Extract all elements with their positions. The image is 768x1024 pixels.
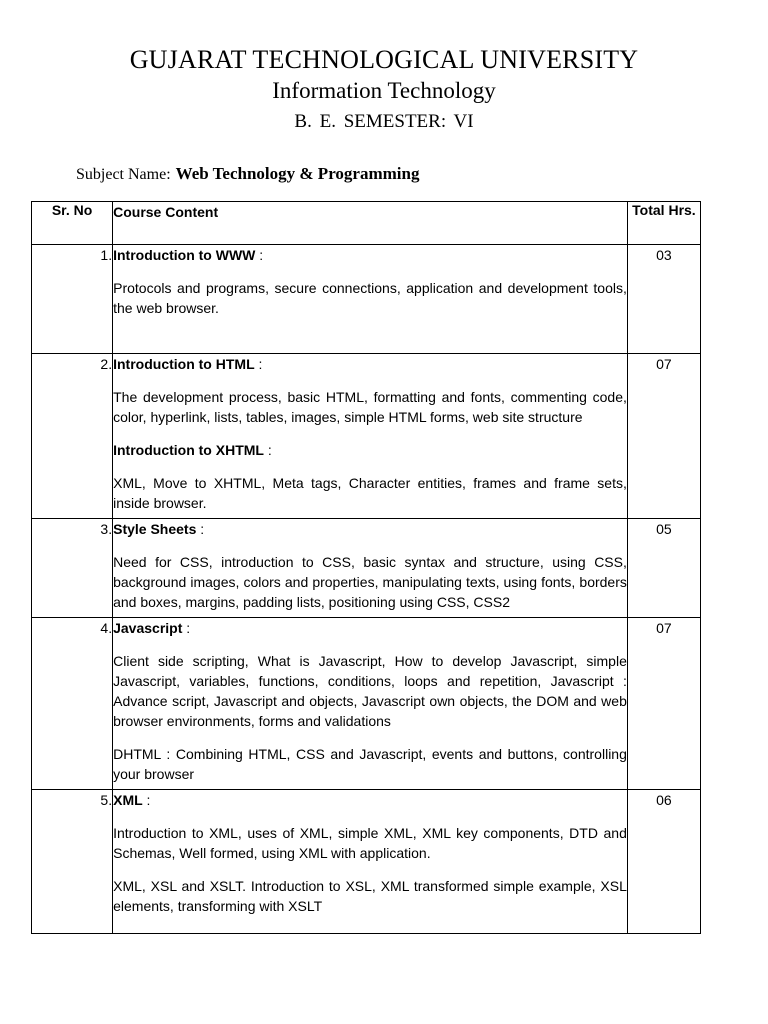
topic-title: Introduction to WWW <box>113 247 256 263</box>
row-sr-no: 5. <box>32 790 113 934</box>
subject-line <box>76 164 419 184</box>
topic-description: Introduction to XML, uses of XML, simple XML, XML key components, DTD and Schemas, Well formed, using XML with application. <box>113 825 627 861</box>
topic-colon: : <box>255 247 264 263</box>
topic-title: Introduction to HTML <box>113 356 255 372</box>
row-sr-no: 2. <box>32 354 113 519</box>
header-total-hrs: Total Hrs. <box>627 202 700 245</box>
topic-description: The development process, basic HTML, formatting and fonts, commenting code, color, hyperlink, lists, tables, images, simple HTML forms, web site structure <box>113 389 627 425</box>
topic-title: Style Sheets <box>113 521 197 537</box>
header-course-content: Course Content <box>113 202 628 245</box>
table-row <box>32 519 701 618</box>
subject-label: Subject Name: <box>76 166 171 183</box>
subject-value: Web Technology & Programming <box>175 164 420 183</box>
topic-heading <box>113 790 627 810</box>
topic-colon: : <box>196 521 205 537</box>
row-hours: 07 <box>627 618 700 790</box>
topic-heading <box>113 440 627 460</box>
row-content <box>113 618 628 790</box>
topic-description: XML, XSL and XSLT. Introduction to XSL, XML transformed simple example, XSL elements, transforming with XSLT <box>113 878 627 914</box>
row-content <box>113 245 628 354</box>
row-content <box>113 354 628 519</box>
row-sr-no: 4. <box>32 618 113 790</box>
row-hours: 05 <box>627 519 700 618</box>
topic-description: Protocols and programs, secure connections, application and development tools, the web browser. <box>113 280 627 316</box>
course-content-table <box>31 201 701 934</box>
table-row <box>32 618 701 790</box>
topic-colon: : <box>263 442 272 458</box>
topic-heading <box>113 354 627 374</box>
topic-colon: : <box>142 792 151 808</box>
row-sr-no: 3. <box>32 519 113 618</box>
row-hours: 06 <box>627 790 700 934</box>
row-sr-no: 1. <box>32 245 113 354</box>
topic-heading <box>113 245 627 265</box>
topic-heading <box>113 519 627 539</box>
topic-description: Client side scripting, What is Javascript, How to develop Javascript, simple Javascript, variables, functions, conditions, loops and repetition, Javascript : Advance script, Javascript and objects, Javascript own objects, the DOM and web browser environments, forms and validations <box>113 653 627 729</box>
table-row <box>32 790 701 934</box>
topic-title: Javascript <box>113 620 183 636</box>
row-content <box>113 790 628 934</box>
topic-colon: : <box>182 620 191 636</box>
header-sr-no: Sr. No <box>32 202 113 245</box>
row-hours: 07 <box>627 354 700 519</box>
department-title: Information Technology <box>272 78 496 103</box>
topic-colon: : <box>254 356 263 372</box>
topic-title: Introduction to XHTML <box>113 442 264 458</box>
semester-title: B. E. SEMESTER: VI <box>294 111 474 132</box>
topic-description: XML, Move to XHTML, Meta tags, Character entities, frames and frame sets, inside browser. <box>113 475 627 511</box>
table-row <box>32 245 701 354</box>
row-hours: 03 <box>627 245 700 354</box>
topic-title: XML <box>113 792 143 808</box>
table-row <box>32 354 701 519</box>
topic-heading <box>113 618 627 638</box>
table-header-row <box>32 202 701 245</box>
topic-description: Need for CSS, introduction to CSS, basic syntax and structure, using CSS, background images, colors and properties, manipulating texts, using fonts, borders and boxes, margins, padding lists, positioning using CSS, CSS2 <box>113 554 627 610</box>
university-title: GUJARAT TECHNOLOGICAL UNIVERSITY <box>129 45 639 74</box>
topic-description: DHTML : Combining HTML, CSS and Javascript, events and buttons, controlling your browser <box>113 746 627 782</box>
row-content <box>113 519 628 618</box>
